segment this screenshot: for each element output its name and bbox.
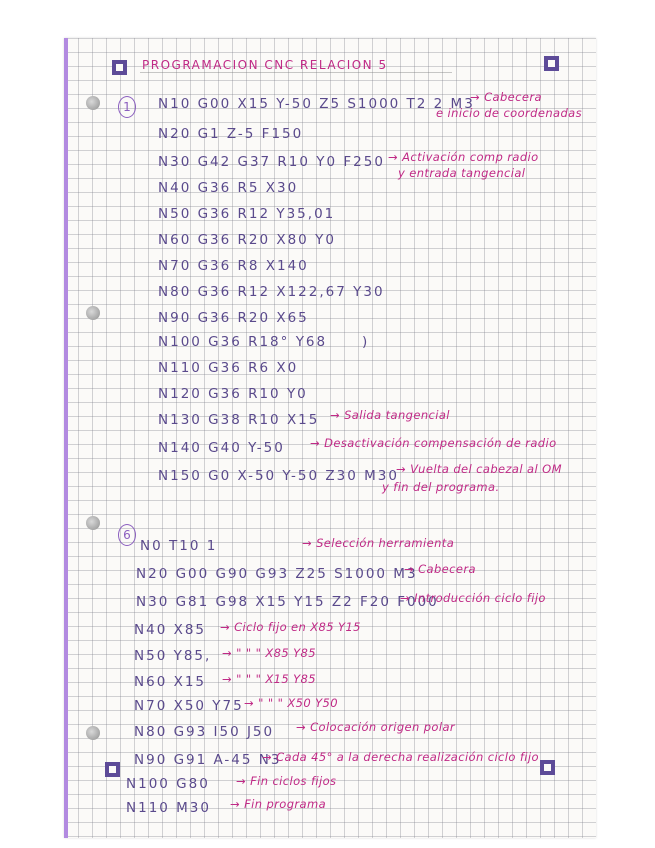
code-line: N70 G36 R8 X140 — [158, 258, 309, 274]
code-line: N150 G0 X-50 Y-50 Z30 M30 — [158, 468, 399, 484]
code-annotation: → Cabecera — [470, 90, 542, 104]
code-annotation: → Fin programa — [230, 797, 327, 811]
code-line: N50 G36 R12 Y35,01 — [158, 206, 336, 222]
code-annotation: → Activación comp radio — [388, 150, 539, 164]
code-annotation: → " " " X85 Y85 — [222, 646, 316, 660]
code-annotation-continued: y entrada tangencial — [398, 166, 526, 180]
code-annotation: → Cabecera — [404, 562, 476, 576]
stray-mark: ) — [362, 334, 370, 350]
code-annotation: → " " " X50 Y50 — [244, 696, 338, 710]
binder-hole-icon — [86, 516, 100, 530]
code-line: N70 X50 Y75 — [134, 698, 244, 714]
code-line: N60 G36 R20 X80 Y0 — [158, 232, 336, 248]
code-line: N120 G36 R10 Y0 — [158, 386, 308, 402]
code-line: N30 G81 G98 X15 Y15 Z2 F20 F000 — [136, 594, 439, 610]
code-annotation-continued: y fin del programa. — [382, 480, 500, 494]
code-line: N140 G40 Y-50 — [158, 440, 285, 456]
code-line: N80 G93 I50 J50 — [134, 724, 275, 740]
code-annotation: → Cada 45° a la derecha realización ciclo fijo — [262, 750, 539, 764]
code-annotation: → Colocación origen polar — [296, 720, 456, 734]
code-line: N20 G1 Z-5 F150 — [158, 126, 304, 142]
binder-hole-icon — [86, 306, 100, 320]
code-annotation-continued: e inicio de coordenadas — [436, 106, 583, 120]
code-line: N20 G00 G90 G93 Z25 S1000 M3 — [136, 566, 418, 582]
corner-marker-icon — [544, 56, 559, 71]
code-annotation: → Desactivación compensación de radio — [310, 436, 557, 450]
page-title: PROGRAMACION CNC RELACION 5 — [142, 58, 388, 72]
sheet-margin-band — [64, 38, 68, 838]
code-line: N110 M30 — [126, 800, 211, 816]
code-line: N40 X85 — [134, 622, 206, 638]
code-line: N60 X15 — [134, 674, 206, 690]
code-annotation: → Vuelta del cabezal al OM — [396, 462, 562, 476]
corner-marker-icon — [540, 760, 555, 775]
code-annotation: → Fin ciclos fijos — [236, 774, 337, 788]
corner-marker-icon — [105, 762, 120, 777]
binder-hole-icon — [86, 726, 100, 740]
code-line: N90 G36 R20 X65 — [158, 310, 309, 326]
code-line: N30 G42 G37 R10 Y0 F250 — [158, 154, 385, 170]
code-annotation: → Salida tangencial — [330, 408, 450, 422]
code-line: N100 G80 — [126, 776, 210, 792]
code-line: N40 G36 R5 X30 — [158, 180, 299, 196]
corner-marker-icon — [112, 60, 127, 75]
code-annotation: → Introducción ciclo fijo — [400, 591, 546, 605]
code-line: N110 G36 R6 X0 — [158, 360, 299, 376]
exercise-number-badge: 1 — [118, 96, 136, 118]
code-annotation: → " " " X15 Y85 — [222, 672, 316, 686]
code-line: N130 G38 R10 X15 — [158, 412, 320, 428]
code-line: N50 Y85, — [134, 648, 212, 664]
code-annotation: → Ciclo fijo en X85 Y15 — [220, 620, 361, 634]
code-line: N80 G36 R12 X122,67 Y30 — [158, 284, 385, 300]
binder-hole-icon — [86, 96, 100, 110]
code-line: N100 G36 R18° Y68 — [158, 334, 328, 350]
code-line: N90 G91 A-45 N3 — [134, 752, 282, 768]
exercise-number-badge: 6 — [118, 524, 136, 546]
code-line: N10 G00 X15 Y-50 Z5 S1000 T2 2 M3 — [158, 96, 475, 112]
code-line: N0 T10 1 — [140, 538, 218, 554]
code-annotation: → Selección herramienta — [302, 536, 455, 550]
